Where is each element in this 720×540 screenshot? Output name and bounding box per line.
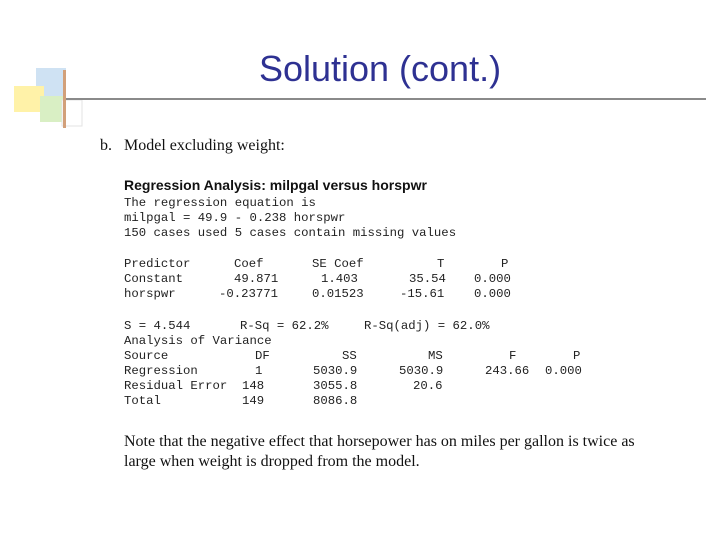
coef-value: -0.23771 xyxy=(219,287,279,301)
coef-header-row xyxy=(124,257,684,272)
coef-header-t: T xyxy=(437,257,445,271)
anova-header-p: P xyxy=(573,349,581,363)
anova-ss: 3055.8 xyxy=(313,379,358,393)
fit-stat-rsq: R-Sq = 62.2% xyxy=(240,319,329,333)
table-row xyxy=(124,379,684,394)
table-row xyxy=(124,394,684,409)
anova-ss: 8086.8 xyxy=(313,394,358,408)
anova-ms: 20.6 xyxy=(413,379,443,393)
anova-header-f: F xyxy=(509,349,517,363)
list-marker: b. xyxy=(100,137,112,154)
anova-source: Residual Error xyxy=(124,379,228,393)
anova-header-ms: MS xyxy=(428,349,443,363)
coef-p: 0.000 xyxy=(474,287,511,301)
anova-df: 149 xyxy=(242,394,265,408)
title-divider xyxy=(66,98,706,100)
anova-header-df: DF xyxy=(255,349,270,363)
coef-value: 49.871 xyxy=(234,272,279,286)
logo-square-yellow xyxy=(14,86,44,112)
table-row xyxy=(124,364,684,379)
slide-title: Solution (cont.) xyxy=(258,48,502,89)
equation-line: The regression equation is xyxy=(124,196,316,210)
anova-title-row xyxy=(124,334,684,349)
equation-line: milpgal = 49.9 - 0.238 horspwr xyxy=(124,211,346,225)
coef-header-p: P xyxy=(501,257,509,271)
list-item-b xyxy=(100,137,285,155)
coef-se: 1.403 xyxy=(321,272,358,286)
table-row xyxy=(124,272,684,287)
coef-predictor: horspwr xyxy=(124,287,176,301)
anova-header-ss: SS xyxy=(342,349,357,363)
anova-p: 0.000 xyxy=(545,364,582,378)
fit-stat-s: S = 4.544 xyxy=(124,319,191,333)
anova-ms: 5030.9 xyxy=(399,364,444,378)
anova-title: Analysis of Variance xyxy=(124,334,272,348)
slide-logo-squares xyxy=(0,0,90,140)
anova-df: 148 xyxy=(242,379,265,393)
coef-se: 0.01523 xyxy=(312,287,364,301)
fit-stat-rsq-adj: R-Sq(adj) = 62.0% xyxy=(364,319,490,333)
coef-p: 0.000 xyxy=(474,272,511,286)
coef-predictor: Constant xyxy=(124,272,184,286)
list-item-text: Model excluding weight: xyxy=(124,137,285,154)
anova-ss: 5030.9 xyxy=(313,364,358,378)
anova-header-source: Source xyxy=(124,349,169,363)
output-heading: Regression Analysis: milpgal versus horspwr xyxy=(124,177,427,193)
coef-header-predictor: Predictor xyxy=(124,257,191,271)
coef-t: 35.54 xyxy=(409,272,446,286)
equation-line: 150 cases used 5 cases contain missing values xyxy=(124,226,457,240)
fit-stats-row xyxy=(124,319,684,334)
table-row xyxy=(124,287,684,302)
anova-df: 1 xyxy=(255,364,263,378)
anova-source: Regression xyxy=(124,364,198,378)
coef-t: -15.61 xyxy=(400,287,445,301)
coef-header-secoef: SE Coef xyxy=(312,257,364,271)
anova-header-row xyxy=(124,349,684,364)
coef-header-coef: Coef xyxy=(234,257,264,271)
anova-f: 243.66 xyxy=(485,364,530,378)
anova-source: Total xyxy=(124,394,161,408)
interpretation-note: Note that the negative effect that horsepower has on miles per gallon is twice as large when weight is dropped from the model. xyxy=(124,433,635,470)
regression-equation-block xyxy=(124,196,456,241)
